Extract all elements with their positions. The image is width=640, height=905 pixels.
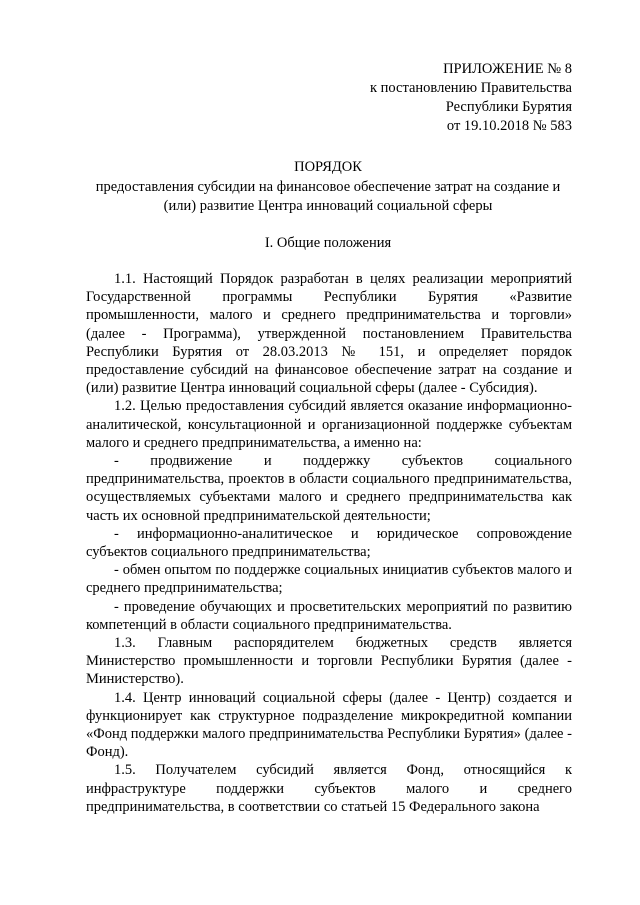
paragraph-1-2: 1.2. Целью предоставления субсидий является оказание информационно-аналитической, консультационной и организационной поддержке субъектам малого и среднего предпринимательства, а именно на: bbox=[86, 398, 572, 451]
appendix-republic: Республики Бурятия bbox=[445, 99, 572, 115]
body-text bbox=[86, 270, 572, 816]
document-title-block bbox=[84, 158, 572, 216]
paragraph-1-1: 1.1. Настоящий Порядок разработан в целях реализации мероприятий Государственной программы Республики Бурятия «Развитие промышленности, малого и среднего предпринимательства и торговли» (далее - Программа), утвержденной постановлением Правительства Республики Бурятия от 28.03.2013 № 151, и определяет порядок предоставление субсидий на финансовое обеспечение затрат на создание и (или) развитие Центра инноваций социальной сферы (далее - Субсидия). bbox=[86, 271, 572, 397]
paragraph-1-4: 1.4. Центр инноваций социальной сферы (далее - Центр) создается и функционирует как структурное подразделение микрокредитной компании «Фонд поддержки малого предпринимательства Республики Бурятия» (далее - Фонд). bbox=[86, 689, 572, 761]
appendix-number: ПРИЛОЖЕНИЕ № 8 bbox=[443, 61, 572, 77]
document-title: ПОРЯДОК bbox=[294, 159, 362, 175]
list-item-legal-support: - информационно-аналитическое и юридическое сопровождение субъектов социального предпринимательства; bbox=[86, 525, 572, 561]
appendix-date: от 19.10.2018 № 583 bbox=[446, 118, 572, 134]
list-item-promotion: - продвижение и поддержку субъектов социального предпринимательства, проектов в области социального предпринимательства, осуществляемых субъектами малого и среднего предпринимательства как часть их основной предпринимательской деятельности; bbox=[86, 453, 572, 524]
document-subtitle: предоставления субсидии на финансовое обеспечение затрат на создание и (или) развитие Центра инноваций социальной сферы bbox=[95, 179, 561, 214]
appendix-resolution-ref: к постановлению Правительства bbox=[370, 80, 572, 96]
paragraph-1-3: 1.3. Главным распорядителем бюджетных средств является Министерство промышленности и торговли Республики Бурятия (далее - Министерство). bbox=[86, 635, 572, 688]
section-heading: I. Общие положения bbox=[264, 235, 392, 251]
list-item-training: - проведение обучающих и просветительских мероприятий по развитию компетенций в области социального предпринимательства. bbox=[86, 598, 572, 633]
appendix-block bbox=[370, 60, 572, 136]
list-item-experience-exchange: - обмен опытом по поддержке социальных инициатив субъектов малого и среднего предпринимательства; bbox=[86, 562, 572, 597]
paragraph-1-5: 1.5. Получателем субсидий является Фонд, относящийся к инфраструктуре поддержки субъектов малого и среднего предпринимательства, в соответствии со статьей 15 Федерального закона bbox=[86, 762, 572, 815]
